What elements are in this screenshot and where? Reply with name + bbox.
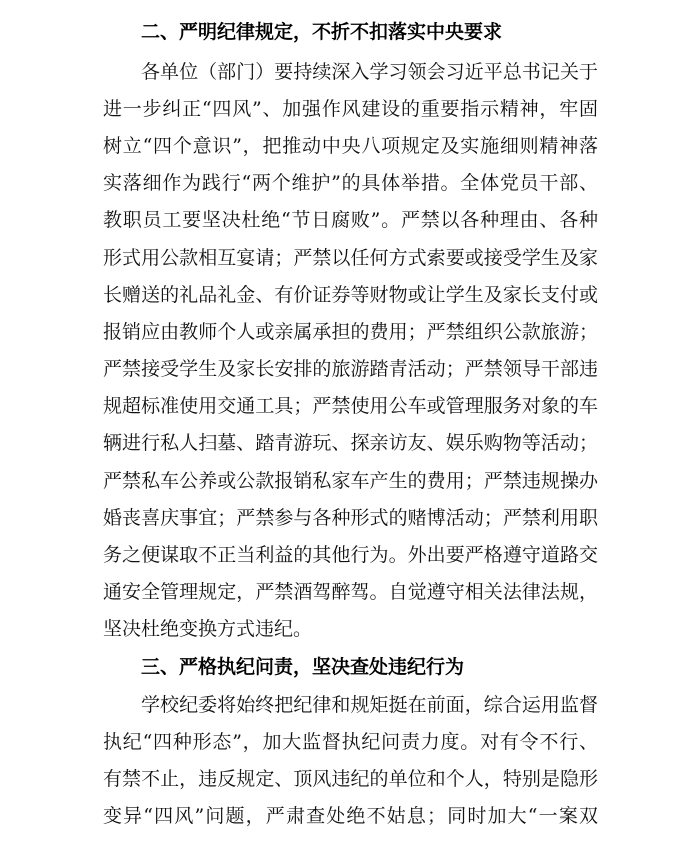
section-2-line: 婚丧喜庆事宜；严禁参与各种形式的赌博活动；严禁利用职 <box>103 507 598 529</box>
section-2-line: 规超标准使用交通工具；严禁使用公车或管理服务对象的车 <box>103 395 598 417</box>
section-2-line: 树立“四个意识”，把推动中央八项规定及实施细则精神落 <box>103 135 598 157</box>
section-2-heading: 二、严明纪律规定，不折不扣落实中央要求 <box>141 21 503 43</box>
section-2-line: 各单位（部门）要持续深入学习领会习近平总书记关于 <box>141 61 598 83</box>
section-3-line: 有禁不止，违反规定、顶风违纪的单位和个人，特别是隐形 <box>103 768 598 790</box>
section-2-line: 务之便谋取不正当利益的其他行为。外出要严格遵守道路交 <box>103 544 598 566</box>
section-2-line: 严禁接受学生及家长安排的旅游踏青活动；严禁领导干部违 <box>103 358 598 380</box>
section-2-line: 通安全管理规定，严禁酒驾醉驾。自觉遵守相关法律法规， <box>103 581 598 603</box>
section-2-line: 实落细作为践行“两个维护”的具体举措。全体党员干部、 <box>103 172 598 194</box>
section-2-line: 长赠送的礼品礼金、有价证券等财物或让学生及家长支付或 <box>103 284 598 306</box>
section-2-line: 报销应由教师个人或亲属承担的费用；严禁组织公款旅游； <box>103 321 598 343</box>
section-2-line: 坚决杜绝变换方式违纪。 <box>103 618 313 640</box>
section-3-heading: 三、严格执纪问责，坚决查处违纪行为 <box>141 656 465 678</box>
section-2-line: 辆进行私人扫墓、踏青游玩、探亲访友、娱乐购物等活动； <box>103 432 598 454</box>
section-3-line: 执纪“四种形态”，加大监督执纪问责力度。对有令不行、 <box>103 731 598 753</box>
section-2-line: 进一步纠正“四风”、加强作风建设的重要指示精神，牢固 <box>103 98 598 120</box>
section-3-line: 变异“四风”问题，严肃查处绝不姑息；同时加大“一案双 <box>103 805 598 827</box>
section-2-line: 形式用公款相互宴请；严禁以任何方式索要或接受学生及家 <box>103 247 598 269</box>
section-2-line: 严禁私车公养或公款报销私家车产生的费用；严禁违规操办 <box>103 470 598 492</box>
section-3-line: 学校纪委将始终把纪律和规矩挺在前面，综合运用监督 <box>141 694 598 716</box>
section-2-line: 教职员工要坚决杜绝“节日腐败”。严禁以各种理由、各种 <box>103 209 598 231</box>
